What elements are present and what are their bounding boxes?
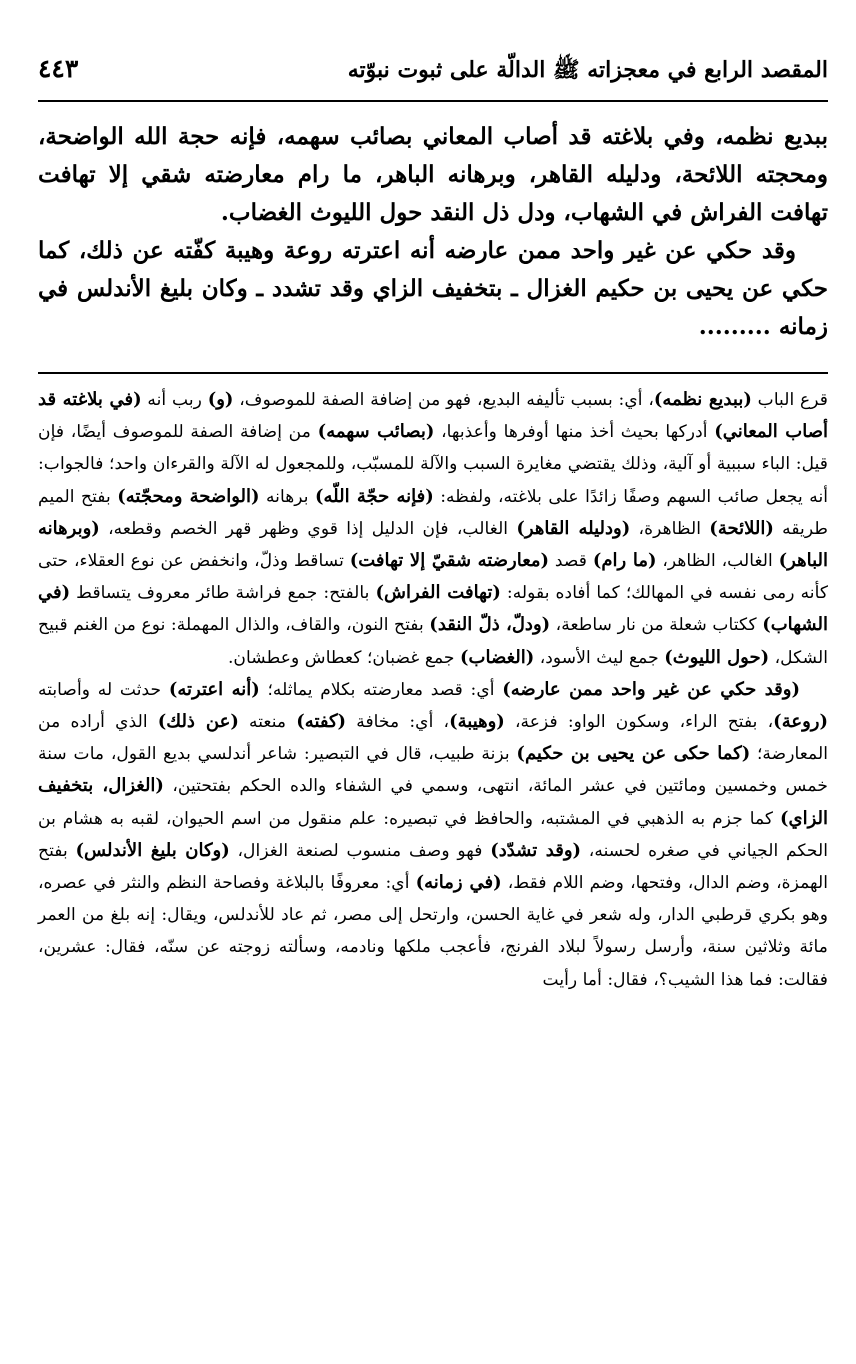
quoted-phrase: (في الشهاب): [38, 582, 828, 636]
book-page: [38, 48, 828, 1338]
quoted-phrase: (روعة): [773, 711, 828, 733]
quoted-phrase: (الغضاب): [460, 646, 535, 668]
quoted-phrase: (كفته): [296, 711, 347, 733]
quoted-phrase: (فإنه حجّة اللّه): [314, 485, 434, 507]
quoted-phrase: (الغزال، بتخفيف الزاي): [38, 775, 828, 829]
quoted-phrase: (معارضته شقيّ إلا تهافت): [349, 550, 550, 572]
quoted-phrase: (وهيبة): [449, 711, 505, 733]
page-header: [38, 48, 828, 102]
quoted-phrase: (ما رام): [592, 550, 657, 572]
commentary-paragraph: (وقد حكي عن غير واحد ممن عارضه) أي: قصد معارضته بكلام يماثله؛ (أنه اعترته) حدثت له وأصابته (روعة)، بفتح الراء، وسكون الواو: فزعة، (وهيبة)، أي: مخافة (كفته) منعته (عن ذلك) الذي أراده من المعارضة؛ (كما حكى عن يحيى بن حكيم) بزنة طبيب، قال في التبصير: شاعر أندلسي بديع القول، مات سنة خمس وخمسين ومائتين في عشر المائة، انتهى، وسمي في الشفاء والده الحكم بفتحتين، (الغزال، بتخفيف الزاي) كما جزم به الذهبي في المشتبه، والحافظ في تبصيره: علم منقول من اسم الحيوان، لقبه به هشام بن الحكم الجياني في صغره لحسنه، (وقد تشدّد) فهو وصف منسوب لصنعة الغزال، (وكان بليغ الأندلس) بفتح الهمزة، وضم الدال، وفتحها، وضم اللام فقط، (في زمانه) أي: معروفًا بالبلاغة وفصاحة النظم والنثر في عصره، وهو بكري قرطبي الدار، وله شعر في غاية الحسن، وارتحل إلى مصر، ثم عاد للأندلس، ويقال: إنه بلغ من العمر مائة وثلاثين سنة، وأرسل رسولاً لبلاد الفرنج، فأعجب ملكها ونادمه، وسألته زوجته عن سنّه، فقال: عشرين، فقالت: فما هذا الشيب؟، فقال: أما رأيت: [38, 678, 829, 990]
quoted-phrase: (أنه اعترته): [168, 678, 260, 700]
quoted-phrase: (تهافت الفراش): [375, 582, 501, 604]
quoted-phrase: (ودليله القاهر): [516, 517, 631, 539]
quoted-phrase: (ودلّ، ذلّ النقد): [429, 614, 551, 636]
quoted-phrase: (في زمانه): [415, 872, 502, 894]
quoted-phrase: (كما حكى عن يحيى بن حكيم): [516, 743, 751, 765]
quoted-phrase: (وقد تشدّد): [490, 839, 582, 861]
quoted-phrase: (الواضحة ومحجّته): [117, 485, 260, 507]
quoted-phrase: (عن ذلك): [157, 711, 239, 733]
quoted-phrase: (و): [207, 389, 234, 410]
commentary-paragraph: قرع الباب (ببديع نظمه)، أي: بسبب تأليفه البديع، فهو من إضافة الصفة للموصوف، (و) ربب أنه (في بلاغته قد أصاب المعاني) أدركها بحيث أخذ منها أوفرها وأعذبها، (بصائب سهمه) من إضافة الصفة للموصوف أيضًا، فإن قيل: الباء سببية أو آلية، وذلك يقتضي مغايرة السبب والآلة للمسبّب، وللمجعول له الآلة والقرءان واحد؛ فالجواب: أنه يجعل صائب السهم وصفًا زائدًا على بلاغته، ولفظه: (فإنه حجّة اللّه) برهانه (الواضحة ومحجّته) بفتح الميم طريقه (اللائحة) الظاهرة، (ودليله القاهر) الغالب، فإن الدليل إذا قوي وظهر قهر الخصم وقطعه، (وبرهانه الباهر) الغالب، الظاهر، (ما رام) قصد (معارضته شقيّ إلا تهافت) تساقط وذلّ، وانخفض عن نوع العقلاء، حتى كأنه رمى نفسه في المهالك؛ كما أفاده بقوله: (تهافت الفراش) بالفتح: جمع فراشة طائر معروف يتساقط (في الشهاب) ككتاب شعلة من نار ساطعة، (ودلّ، ذلّ النقد) بفتح النون، والقاف، والذال المهملة: نوع من الغنم قبيح الشكل، (حول الليوث) جمع ليث الأسود، (الغضاب) جمع غضبان؛ كعطاش وعطشان.: [38, 389, 829, 668]
quoted-phrase: (حول الليوث): [664, 646, 770, 668]
separator-line: [38, 372, 828, 374]
running-title: المقصد الرابع في معجزاته ﷺ الدالّة على ثبوت نبوّته: [347, 57, 828, 83]
quoted-phrase: (وقد حكي عن غير واحد ممن عارضه): [502, 678, 800, 700]
quoted-phrase: (ببديع نظمه): [653, 389, 752, 410]
quoted-phrase: (وكان بليغ الأندلس): [75, 839, 230, 861]
quoted-phrase: (وبرهانه الباهر): [38, 517, 828, 572]
main-text: [38, 118, 828, 346]
main-paragraph: وقد حكي عن غير واحد ممن عارضه أنه اعترته روعة وهيبة كفّته عن ذلك، كما حكي عن يحيى بن حكيم الغزال ـ بتخفيف الزاي وقد تشدد ـ وكان بليغ الأندلس في زمانه .........: [38, 237, 828, 340]
main-paragraph: ببديع نظمه، وفي بلاغته قد أصاب المعاني بصائب سهمه، فإنه حجة الله الواضحة، ومحجته اللائحة، ودليله القاهر، وبرهانه الباهر، ما رام معارضته شقي إلا تهافت تهافت الفراش في الشهاب، ودل ذل النقد حول الليوث الغضاب.: [38, 123, 828, 226]
page-number: ٤٤٣: [38, 54, 79, 83]
quoted-phrase: (بصائب سهمه): [317, 421, 435, 443]
quoted-phrase: (اللائحة): [709, 517, 774, 539]
commentary-text: [38, 384, 828, 996]
quoted-phrase: (في بلاغته قد أصاب المعاني): [38, 389, 829, 443]
